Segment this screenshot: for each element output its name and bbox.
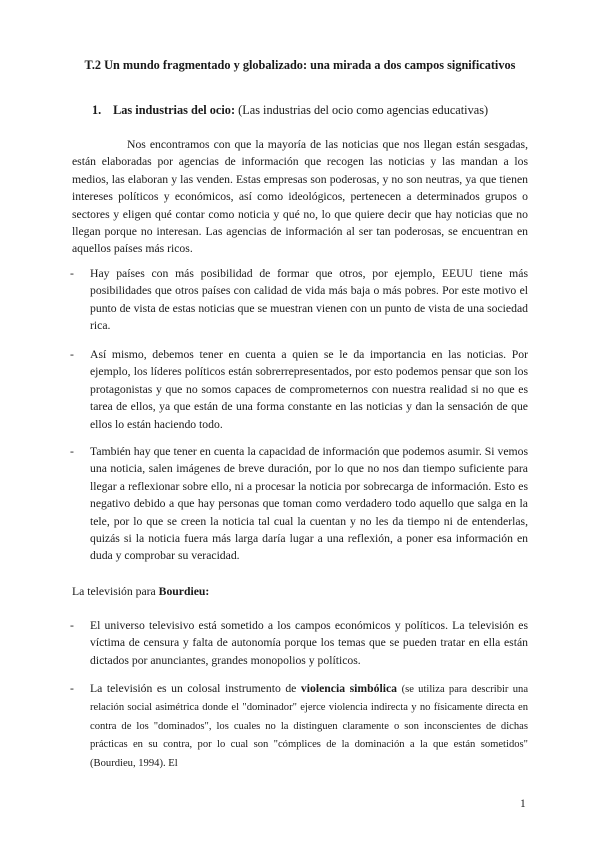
list-item: - También hay que tener en cuenta la capacidad de información que podemos asumir. Si vemos una noticia, salen imágenes de breve duración, por lo que no nos dan tiempo suficiente para llegar a reflexionar sobre ello, ni a procesar la noticia por sobrecarga de información. Esto es negativo debido a que hay personas que toman como verdadero todo aquello que salga en la tele, por lo que se creen la noticia tal cual la cuentan y no les da tiempo ni de entenderlas, quizás si la noticia fuera más larga daría lugar a una reflexión, a poner esa información en duda y comprobar su veracidad. [70, 445, 528, 563]
list-item: - El universo televisivo está sometido a los campos económicos y políticos. La televisión es víctima de censura y falta de autonomía porque los temas que se pueden tratar en ella están dictados por anunciantes, grandes monopolios y políticos. [70, 619, 528, 667]
section-heading [92, 103, 488, 118]
section-heading-subtitle: (Las industrias del ocio como agencias educativas) [238, 103, 489, 117]
tv-heading-author: Bourdieu: [158, 585, 210, 598]
document-title: T.2 Un mundo fragmentado y globalizado: una mirada a dos campos significativos [84, 58, 516, 72]
list-item-bold-term: violencia simbólica [300, 682, 398, 695]
list-item-lead: La televisión es un colosal instrumento de [90, 682, 297, 695]
list-item-text: Hay países con más posibilidad de formar que otros, por ejemplo, EEUU tiene más posibilidades que otros países con calidad de vida más baja o más pobres. Por este motivo el punto de vista de estas noticias que se muestran vienen con un punto de vista de una sociedad rica. [90, 267, 528, 333]
tv-heading [72, 585, 209, 598]
section-heading-bold: Las industrias del ocio: [113, 103, 236, 117]
list-item: - La televisión es un colosal instrumento de violencia simbólica (se utiliza para describir una relación social asimétrica donde el "dominador" ejerce violencia indirecta y no físicamente directa en contra de los "dominados", los cuales no la distinguen claramente o son inconscientes de dichas prácticas en su contra, por lo cual son "cómplices de la dominación a la que están sometidos" (Bourdieu, 1994). El [70, 682, 529, 769]
page-number: 1 [520, 798, 526, 810]
intro-paragraph: Nos encontramos con que la mayoría de las noticias que nos llegan están sesgadas, están elaboradas por agencias de información que recogen las noticias y las mandan a los medios, las elaboran y las venden. Estas empresas son poderosas, y no son neutras, ya que tienen intereses políticos y económicos, así como ideológicos, pertenecen a determinados grupos o sectores y eligen qué contar como noticia y qué no, lo que quiere decir que hay noticias que no llegan porque no interesan. Las agencias de información al ser tan poderosas, se encuentran en aquellos países más ricos. [72, 138, 528, 256]
list-item-text: También hay que tener en cuenta la capacidad de información que podemos asumir. Si vemos una noticia, salen imágenes de breve duración, por lo que no nos dan tiempo suficiente para llegar a reflexionar sobre ello, ni a procesar la noticia por sobrecarga de información. Esto es negativo debido a que hay personas que toman como verdadero todo aquello que salga en la tele, por lo que se creen la noticia tal cual la cuentan y no les da tiempo ni de entenderlas, quizás si la noticia fuera más larga daría lugar a una reflexión, a poner esa información en duda y comprobar su veracidad. [90, 445, 528, 563]
list-item-text: (se utiliza para describir una relación social asimétrica donde el "dominador" ejerce violencia indirecta y no físicamente directa en contra de los "dominados", los cuales no la distinguen claramente o son inconscientes de dichas prácticas en su contra, por lo cual son "cómplices de la dominación a la que están sometidos" (Bourdieu, 1994). El [90, 684, 529, 769]
list-item-text: El universo televisivo está sometido a los campos económicos y políticos. La televisión es víctima de censura y falta de autonomía porque los temas que se pueden tratar en ella están dictados por anunciantes, grandes monopolios y políticos. [90, 619, 528, 667]
list-item: - Hay países con más posibilidad de formar que otros, por ejemplo, EEUU tiene más posibilidades que otros países con calidad de vida más baja o más pobres. Por este motivo el punto de vista de estas noticias que se muestran vienen con un punto de vista de una sociedad rica. [70, 267, 528, 333]
tv-heading-text: La televisión para [72, 585, 156, 598]
section-number: 1. [92, 103, 102, 117]
list-item-text: Así mismo, debemos tener en cuenta a quien se le da importancia en las noticias. Por ejemplo, los líderes políticos están sobrerrepresentados, por esto podemos pensar que son los protagonistas y que no somos capaces de comprometernos con nuestra realidad si no que es tarea de ellos, ya que están de una forma constante en las noticias y dan la sensación de que ellos lo están haciendo todo. [90, 348, 528, 431]
list-item: - Así mismo, debemos tener en cuenta a quien se le da importancia en las noticias. Por ejemplo, los líderes políticos están sobrerrepresentados, por esto podemos pensar que son los protagonistas y que no somos capaces de comprometernos con nuestra realidad si no que es tarea de ellos, ya que están de una forma constante en las noticias y dan la sensación de que ellos lo están haciendo todo. [70, 348, 528, 431]
